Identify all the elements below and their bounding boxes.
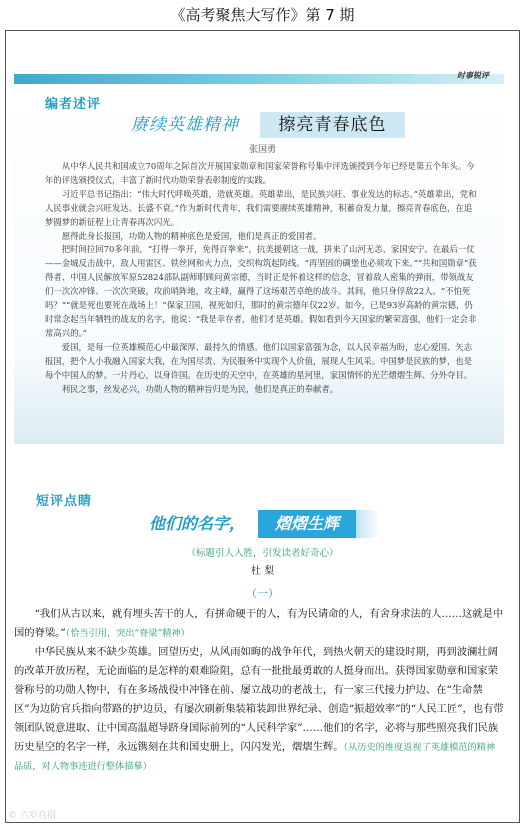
column-tag: 时事锐评 [457, 71, 489, 80]
title-shade [356, 510, 380, 538]
paragraph: 把时间拉回70多年前，“打得一拳开，免得百拳来”，抗美援朝这一战，拼来了山河无恙、家国安宁。在最后一仗——金城反击战中，敌人用雷区、铁丝网和火力点，交织构筑起防线。“再坚固的碉堡也必须攻下来。”“共和国勋章”获得者、中国人民解放军原52824部队副师职顾问黄宗德，当时正是怀着这样的信念，冒着敌人密集的弹雨，带领战友们一次次冲锋、一次次突破，攻前哨阵地，攻主峰，赢得了这场艰苦卓绝的战斗。其间，他只身俘敌22人。“不怕死吗？”“就是死也要死在战场上！”保家卫国，视死如归，那时的黄宗德年仅22岁。如今，已是93岁高龄的黄宗德，仍时常念起当年牺牲的战友的名字，他说：“我是幸存者，他们才是英雄。假如看到今天国家的繁荣富强，他们一定会非常高兴的。” [45, 244, 477, 338]
paragraph-text: 中华民族从来不缺少英雄。回望历史，从风雨如晦的战争年代，到热火朝天的建设时期，再到波澜壮阔的改革开放历程，无论面临的是怎样的艰难险阻，总有一批批最勇敢的人挺身而出。获得国家勋章和国家荣誉称号的功勋人物中，有在多场战役中冲锋在前、屡立战功的老战士，有一家三代接力护边、在“生命禁区”为边防官兵指向带路的护边员，有屡次刷新集装箱装卸世界纪录、创造“振超效率”的“人民工匠”，也有带领团队锐意进取、让中国高温超导跻身国际前列的“人民科学家”……他们的名字，必将与那些照亮我们民族历史星空的名字一样，永远镌刻在共和国史册上，闪闪发光，熠熠生辉。 [14, 646, 504, 753]
essay-title-left: 他们的名字， [148, 514, 245, 533]
article-author: 张国勇 [248, 145, 276, 155]
paragraph [14, 643, 504, 776]
essay-author: 杜 梨 [250, 566, 275, 577]
paragraph: 爱国，是每一位英雄模范心中最深厚、最持久的情感。他们以国家富强为念，以人民幸福为盼，忠心爱国、矢志报国，把个人小我融入国家大我，在为国尽责、为民服务中实现个人价值，展现人生风采。中国梦是民族的梦，也是每个中国人的梦。一片丹心，以身许国。在历史的天空中，在英雄的星河里，家国情怀的光芒熠熠生辉、分外夺目。 [45, 341, 473, 380]
paragraph: 利民之事，丝发必兴，功勋人物的精神旨归是为民，他们是真正的奉献者。 [61, 383, 339, 394]
article-body [45, 160, 480, 396]
comment-note: （恰当引用，突出“脊梁”精神） [65, 628, 190, 639]
title-comment-note: （标题引人入胜，引发读者好奇心） [186, 548, 339, 559]
essay-body [14, 605, 504, 776]
paragraph: 从中华人民共和国成立70周年之际首次开展国家勋章和国家荣誉称号集中评选颁授到今年已经是第五个年头。今年的评选颁授仪式，丰富了新时代功勋荣誉表彰制度的实践。 [45, 161, 475, 185]
comment-note: （从历史的维度返视了英雄模范的精神品质，对人物事迹进行整体描摹） [14, 742, 496, 772]
part-marker: （一） [246, 587, 279, 600]
essay-title [136, 510, 356, 538]
essay-title-right: 熠熠生辉 [258, 510, 356, 538]
article-title-right: 擦亮青春底色 [260, 112, 405, 138]
article-title [110, 112, 405, 138]
paragraph-text: “我们从古以来，就有埋头苦干的人，有拼命硬干的人，有为民请命的人，有舍身求法的人……这就是中国的脊梁。” [14, 608, 504, 639]
paragraph: 愿得此身长报国，功勋人物的精神底色是爱国，他们是真正的爱国者。 [61, 230, 322, 241]
header-band [14, 74, 504, 84]
section-label-editor: 编者述评 [45, 97, 102, 112]
watermark: © 六岁自招 [8, 811, 56, 821]
paragraph: 习近平总书记指出：“伟大时代呼唤英雄，造就英雄。英雄辈出，是民族兴旺、事业发达的标志。”英雄辈出，党和人民事业就会兴旺发达、长盛不衰。”作为新时代青年，我们需要赓续英雄精神，积蓄奋发力量，擦亮青春底色，在追梦圆梦的新征程上让青春再次闪光。 [45, 188, 477, 227]
article-title-left: 赓续英雄精神 [131, 115, 239, 135]
paragraph [14, 605, 504, 643]
page-title: 《高考聚焦大写作》第 7 期 [170, 6, 355, 24]
section-label-comment: 短评点睛 [36, 494, 93, 509]
